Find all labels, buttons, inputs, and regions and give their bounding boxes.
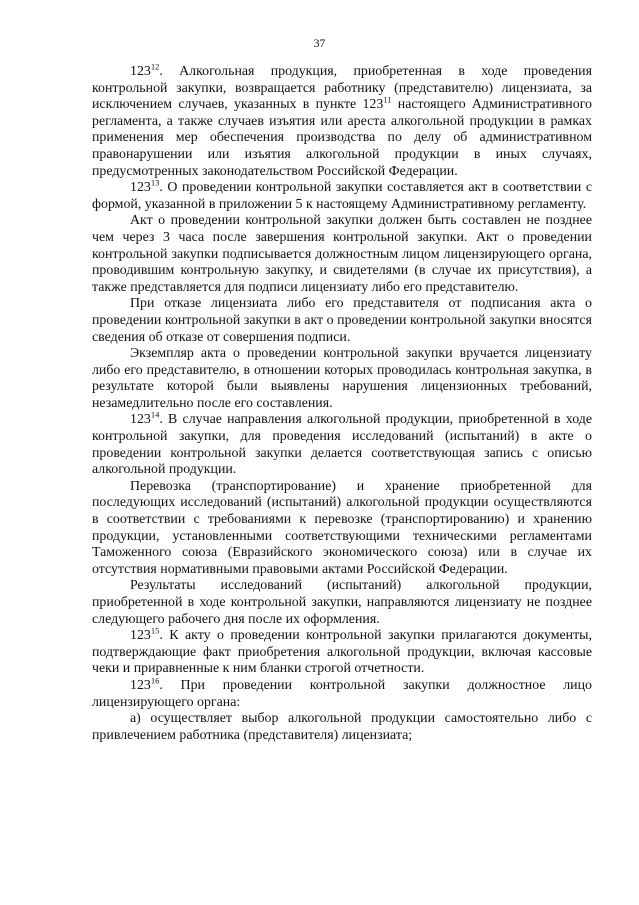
clause-number: 123 [130, 64, 151, 79]
paragraph-123-14 [92, 409, 592, 478]
clause-number: 123 [130, 677, 151, 693]
paragraph-text: . При проведении контрольной закупки должностное лицо лицензирующего органа: [92, 677, 592, 710]
paragraph-text: Экземпляр акта о проведении контрольной закупки вручается лицензиату либо его представителю, в отношении которых проводилась контрольная закупка, в результате которой были выявлены нарушения лицензионных требований, незамедлительно после его составления. [92, 346, 592, 411]
paragraph-act-copy [92, 346, 592, 412]
paragraph-act-deadline [92, 213, 592, 296]
paragraph-123-13 [92, 177, 592, 213]
paragraph-123-16 [92, 675, 592, 711]
clause-superscript: 12 [150, 61, 160, 72]
paragraph-text: . К акту о проведении контрольной закупки прилагаются документы, подтверждающие факт приобретения алкогольной продукции, включая кассовые чеки и приравненные к ним бланки строгой отчетности. [92, 628, 592, 677]
page-number: 37 [313, 38, 326, 50]
paragraph-text: а) осуществляет выбор алкогольной продукции самостоятельно либо с привлечением работника (представителя) лицензиата; [92, 711, 592, 743]
paragraph-text: . В случае направления алкогольной продукции, приобретенной в ходе контрольной закупки, для проведения исследований (испытаний) в акте о проведении контрольной закупки делается соответствующая запись с описью алкогольной продукции. [92, 412, 592, 478]
paragraph-123-12 [92, 61, 592, 180]
document-body [92, 61, 592, 744]
paragraph-text: . О проведении контрольной закупки составляется акт в соответствии с формой, указанной в приложении 5 к настоящему Административному регламенту. [92, 180, 592, 212]
reference-superscript: 11 [383, 94, 392, 105]
clause-number: 123 [130, 412, 151, 428]
clause-superscript: 15 [150, 625, 160, 636]
clause-number: 123 [130, 628, 151, 644]
list-item-a [92, 711, 592, 744]
paragraph-text: Перевозка (транспортирование) и хранение приобретенной для последующих исследований (испытаний) алкогольной продукции осуществляются в соответствии с требованиями к перевозке (транспортированию) и хранению продукции, установленными соответствующими техническими регламентами Таможенного союза (Евразийского экономического союза) или в случае их отсутствия нормативными правовыми актами Российской Федерации. [92, 478, 592, 577]
paragraph-text: Результаты исследований (испытаний) алкогольной продукции, приобретенной в ходе контрольной закупки, направляются лицензиату не позднее следующего рабочего дня после их оформления. [92, 578, 592, 627]
clause-number: 123 [130, 180, 151, 196]
paragraph-refusal [92, 296, 592, 346]
paragraph-transport [92, 479, 592, 579]
paragraph-text: При отказе лицензиата либо его представителя от подписания акта о проведении контрольной закупки в акт о проведении контрольной закупки вносятся сведения об отказе от совершения подписи. [92, 296, 592, 345]
paragraph-results [92, 578, 592, 628]
clause-superscript: 16 [150, 675, 160, 686]
clause-superscript: 13 [150, 177, 160, 188]
paragraph-123-15 [92, 625, 592, 678]
paragraph-text: Акт о проведении контрольной закупки должен быть составлен не позднее чем через 3 часа после завершения контрольной закупки. Акт о проведении контрольной закупки подписывается должностным лицом лицензирующего органа, проводившим контрольную закупку, и свидетелями (в случае их присутствия), а также представляется для подписи лицензиату либо его представителю. [92, 213, 592, 295]
clause-superscript: 14 [150, 409, 160, 420]
paragraph-text-continued: настоящего Административного регламента, а также случаев изъятия или ареста алкогольной продукции в рамках применения мер обеспечения производства по делу об административном правонарушении или изъятия алкогольной продукции в иных случаях, предусмотренных законодательством Российской Федерации. [92, 97, 592, 179]
paragraph-text: . Алкогольная продукция, приобретенная в ходе проведения контрольной закупки, возвращается работнику (представителю) лицензиата, за исключением случаев, указанных в пункте 123 [92, 64, 592, 113]
